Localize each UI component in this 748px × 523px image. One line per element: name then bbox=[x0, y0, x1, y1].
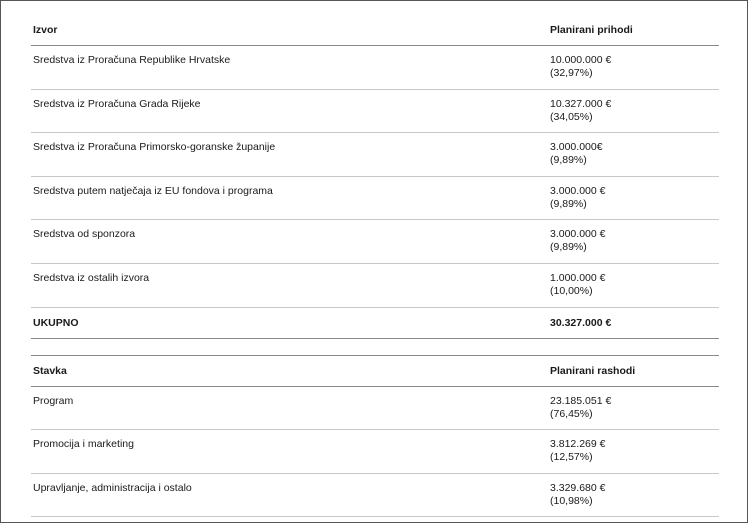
income-source: Sredstva putem natječaja iz EU fondova i programa bbox=[33, 184, 273, 197]
income-row bbox=[31, 177, 719, 221]
income-amount: 1.000.000 € bbox=[550, 271, 606, 284]
income-source: Sredstva od sponzora bbox=[33, 228, 136, 241]
income-row bbox=[31, 46, 719, 90]
expense-header-item: Stavka bbox=[33, 364, 67, 377]
income-source: Sredstva iz Proračuna Primorsko-goranske županije bbox=[33, 141, 276, 154]
expense-amount: 3.812.269 € bbox=[550, 438, 606, 451]
income-share: (9,89%) bbox=[550, 197, 587, 210]
expense-item: Program bbox=[33, 394, 74, 407]
income-value bbox=[550, 98, 611, 124]
table-separator bbox=[31, 339, 719, 356]
expense-value bbox=[550, 438, 605, 464]
income-amount: 3.000.000 € bbox=[550, 228, 606, 241]
expense-amount: 23.185.051 € bbox=[550, 394, 612, 407]
income-share: (9,89%) bbox=[550, 154, 587, 167]
income-share: (32,97%) bbox=[550, 67, 593, 79]
expense-row bbox=[31, 430, 719, 474]
expense-item: Promocija i marketing bbox=[33, 438, 134, 451]
expense-value bbox=[550, 395, 611, 421]
income-source: Sredstva iz Proračuna Republike Hrvatske bbox=[33, 54, 231, 66]
total-label: UKUPNO bbox=[33, 316, 79, 329]
income-total-row bbox=[31, 308, 719, 339]
income-amount: 3.000.000€ bbox=[550, 141, 603, 154]
income-share: (10,00%) bbox=[550, 284, 593, 297]
income-source: Sredstva iz Proračuna Grada Rijeke bbox=[33, 97, 201, 110]
income-amount: 10.000.000 € bbox=[550, 54, 612, 66]
income-amount: 3.000.000 € bbox=[550, 184, 606, 197]
income-row bbox=[31, 133, 719, 177]
expense-amount: 3.329.680 € bbox=[550, 481, 606, 494]
expense-item: Upravljanje, administracija i ostalo bbox=[33, 481, 192, 494]
income-header-row bbox=[31, 15, 719, 46]
income-share: (9,89%) bbox=[550, 241, 587, 254]
total-amount: 30.327.000 € bbox=[550, 316, 612, 329]
expense-header-planned: Planirani rashodi bbox=[550, 364, 636, 377]
expense-share: (10,98%) bbox=[550, 494, 593, 507]
income-value bbox=[550, 228, 605, 254]
expense-row bbox=[31, 387, 719, 431]
income-row bbox=[31, 90, 719, 134]
income-value bbox=[550, 272, 605, 298]
income-value bbox=[550, 54, 611, 80]
income-value bbox=[550, 141, 603, 167]
expense-share: (76,45%) bbox=[550, 407, 593, 420]
income-value bbox=[550, 185, 605, 211]
expense-value bbox=[550, 482, 605, 508]
income-amount: 10.327.000 € bbox=[550, 97, 612, 110]
income-header-planned: Planirani prihodi bbox=[550, 24, 633, 36]
expense-row bbox=[31, 474, 719, 518]
income-table bbox=[31, 15, 719, 517]
income-source: Sredstva iz ostalih izvora bbox=[33, 271, 150, 284]
expense-header-row bbox=[31, 356, 719, 387]
income-header-source: Izvor bbox=[33, 24, 58, 36]
income-row bbox=[31, 264, 719, 308]
expense-share: (12,57%) bbox=[550, 451, 593, 464]
income-row bbox=[31, 220, 719, 264]
income-share: (34,05%) bbox=[550, 110, 593, 123]
